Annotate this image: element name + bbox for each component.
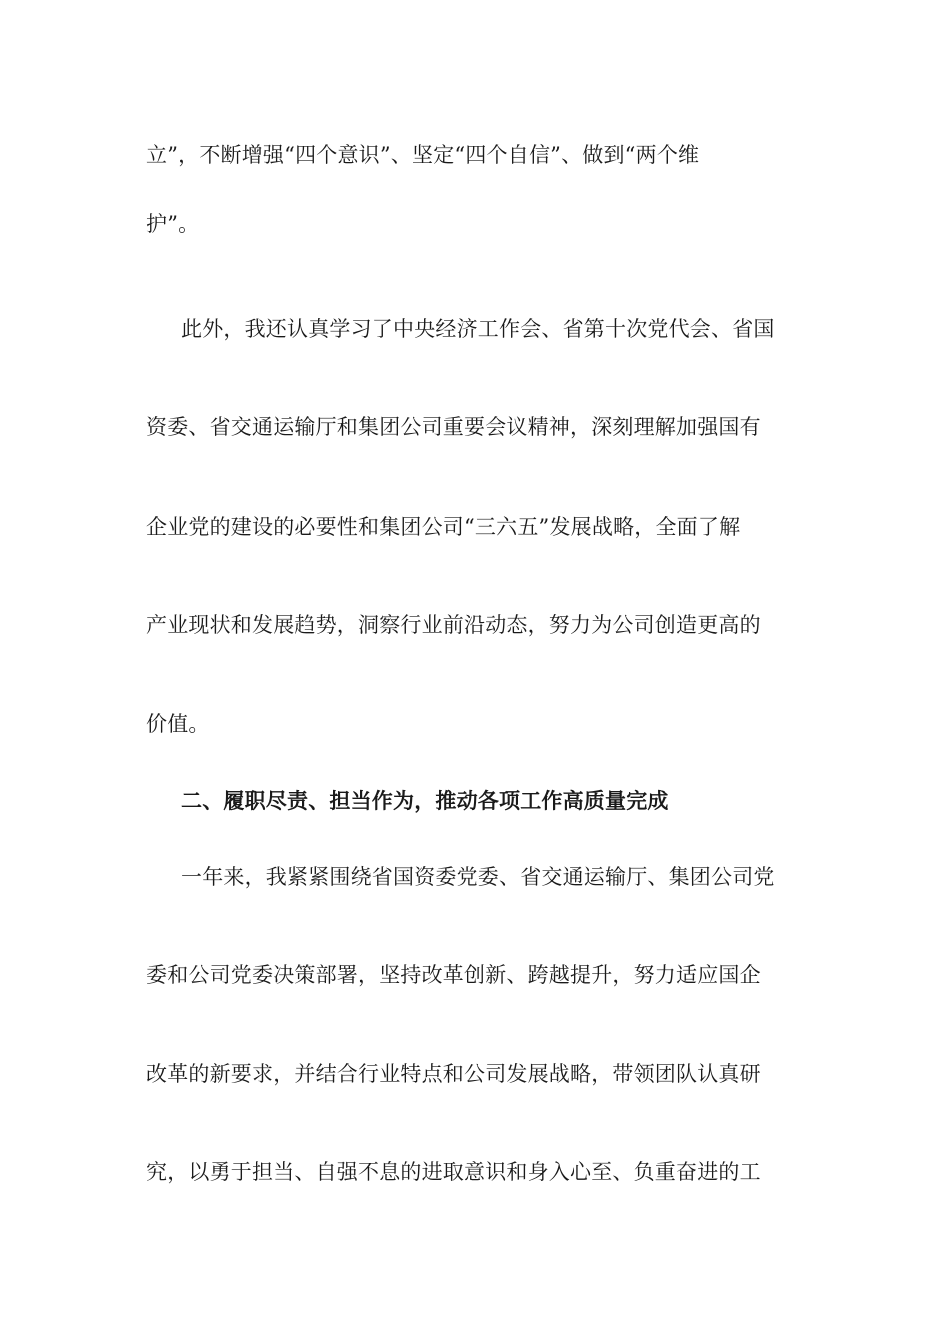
text-line: 资委、省交通运输厅和集团公司重要会议精神，深刻理解加强国有 (146, 415, 761, 439)
text-line: 究，以勇于担当、自强不息的进取意识和身入心至、负重奋进的工 (146, 1160, 761, 1184)
section-heading: 二、履职尽责、担当作为，推动各项工作高质量完成 (181, 788, 669, 813)
text-line: 委和公司党委决策部署，坚持改革创新、跨越提升，努力适应国企 (146, 963, 761, 987)
text-line: 立”，不断增强“四个意识”、坚定“四个自信”、做到“两个维 (146, 143, 700, 167)
text-line: 改革的新要求，并结合行业特点和公司发展战略，带领团队认真研 (146, 1062, 761, 1086)
paragraph-start-line: 此外，我还认真学习了中央经济工作会、省第十次党代会、省国 (181, 317, 775, 341)
text-line: 护”。 (146, 212, 200, 236)
text-line: 产业现状和发展趋势，洞察行业前沿动态，努力为公司创造更高的 (146, 613, 761, 637)
paragraph-start-line: 一年来，我紧紧围绕省国资委党委、省交通运输厅、集团公司党 (181, 865, 775, 889)
text-line: 企业党的建设的必要性和集团公司“三六五”发展战略，全面了解 (146, 515, 741, 539)
text-line: 价值。 (146, 712, 210, 736)
